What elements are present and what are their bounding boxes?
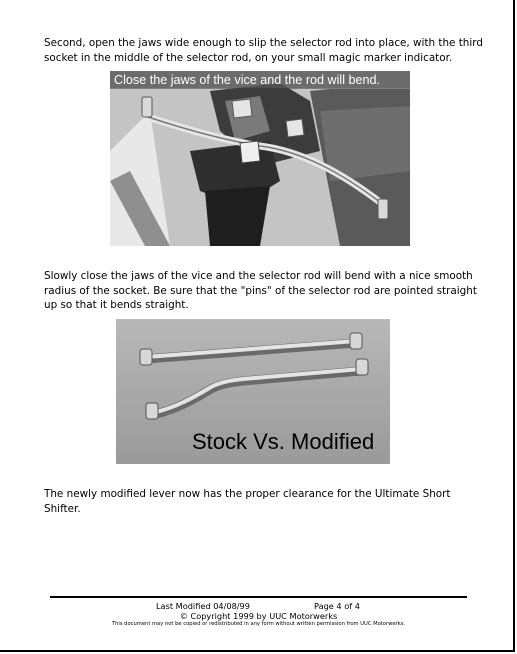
page-number-text: Page 4 of 4	[314, 601, 360, 611]
instruction-paragraph-3: The newly modified lever now has the proper clearance for the Ultimate Short Shifter.	[44, 488, 451, 515]
instruction-paragraph-2: Slowly close the jaws of the vice and the selector rod will bend with a nice smooth radius of the socket. Be sure that the "pins" of the selector rod are pointed straight up so that it bends straight.	[44, 270, 477, 311]
comparison-photo	[116, 319, 390, 464]
instruction-paragraph-1: Second, open the jaws wide enough to slip the selector rod into place, with the third socket in the middle of the selector rod, on your small magic marker indicator.	[44, 37, 483, 64]
footer-divider	[50, 596, 467, 598]
comparison-photo-caption: Stock Vs. Modified	[192, 429, 375, 454]
vice-photo-graphic	[110, 71, 410, 246]
distribution-notice: This document may not be copied or redistributed in any form without written permission from UUC Motorwerks.	[111, 621, 406, 627]
last-modified-text: Last Modified 04/08/99	[156, 601, 250, 611]
vice-photo-caption: Close the jaws of the vice and the rod will bend.	[114, 73, 381, 87]
vice-photo	[110, 71, 410, 246]
copyright-text: © Copyright 1999 by UUC Motorwerks	[179, 611, 338, 621]
